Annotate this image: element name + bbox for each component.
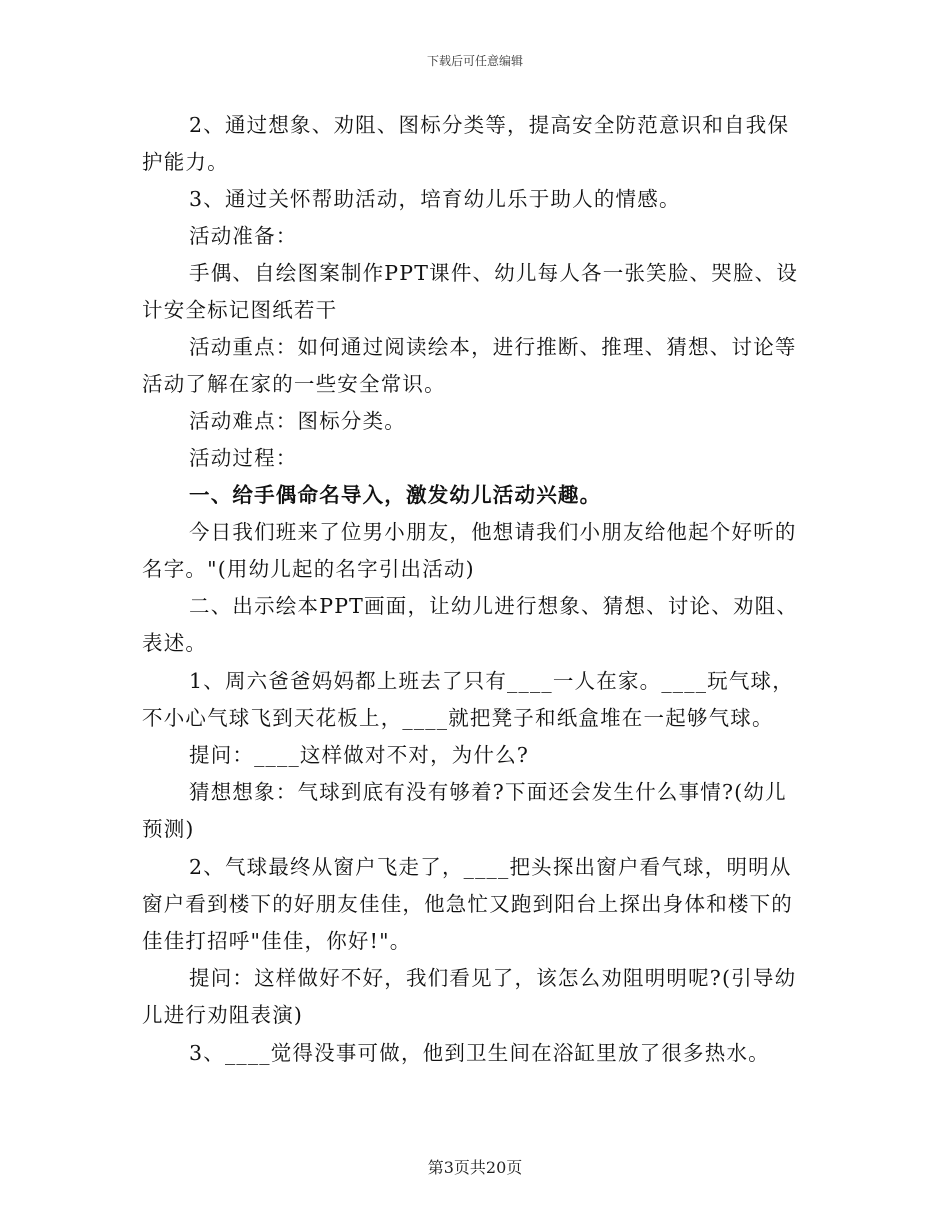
page-body	[142, 107, 807, 1072]
section-heading-2: 二、出示绘本PPT画面，让幼儿进行想象、猜想、讨论、劝阻、表述。	[142, 594, 799, 655]
paragraph-preparation-heading: 活动准备：	[189, 224, 298, 248]
paragraph-scene-1: 1、周六爸爸妈妈都上班去了只有____一人在家。____玩气球，不小心气球飞到天花板上，____就把凳子和纸盒堆在一起够气球。	[142, 669, 794, 730]
page-footer: 第3页共20页	[427, 1158, 523, 1177]
paragraph-scene-2: 2、气球最终从窗户飞走了，____把头探出窗户看气球，明明从窗户看到楼下的好朋友佳佳，他急忙又跑到阳台上探出身体和楼下的佳佳打招呼"佳佳，你好!"。	[142, 855, 793, 953]
paragraph-difficulties: 活动难点：图标分类。	[189, 409, 406, 433]
paragraph-preparation: 手偶、自绘图案制作PPT课件、幼儿每人各一张笑脸、哭脸、设计安全标记图纸若干	[142, 261, 799, 322]
paragraph-guess: 猜想想象：气球到底有没有够着?下面还会发生什么事情?(幼儿预测)	[142, 780, 787, 841]
paragraph-question-1: 提问：____这样做对不对，为什么?	[189, 743, 530, 767]
paragraph-intro: 今日我们班来了位男小朋友，他想请我们小朋友给他起个好听的名字。"(用幼儿起的名字引出活动)	[142, 520, 797, 581]
paragraph-question-2: 提问：这样做好不好，我们看见了，该怎么劝阻明明呢?(引导幼儿进行劝阻表演)	[142, 966, 797, 1027]
page-header: 下载后可任意编辑	[426, 54, 523, 68]
section-heading-1: 一、给手偶命名导入，激发幼儿活动兴趣。	[189, 483, 602, 507]
paragraph-scene-3: 3、____觉得没事可做，他到卫生间在浴缸里放了很多热水。	[189, 1041, 770, 1065]
paragraph-key-points: 活动重点：如何通过阅读绘本，进行推断、推理、猜想、讨论等活动了解在家的一些安全常识。	[142, 335, 797, 396]
paragraph-goal-3: 3、通过关怀帮助活动，培育幼儿乐于助人的情感。	[189, 187, 681, 211]
paragraph-goal-2: 2、通过想象、劝阻、图标分类等，提高安全防范意识和自我保护能力。	[142, 113, 790, 174]
paragraph-process-heading: 活动过程：	[189, 446, 298, 470]
